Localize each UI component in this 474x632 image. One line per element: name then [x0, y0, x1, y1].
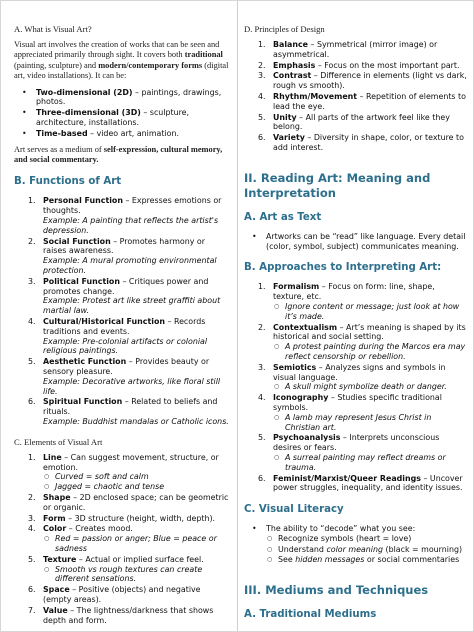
functions-title: B. Functions of Art — [14, 176, 122, 188]
item-number: 7. — [28, 605, 36, 615]
list-item — [244, 282, 467, 321]
sub-text: or social commentaries — [364, 555, 460, 565]
list-item — [14, 555, 230, 584]
term-desc: – sculpture, architecture, installations. — [36, 108, 190, 128]
term-desc: – 3D structure (height, width, depth). — [65, 513, 216, 523]
sub-item — [266, 545, 467, 555]
list-item — [244, 92, 467, 112]
list-item — [244, 474, 467, 494]
sub-list — [273, 413, 467, 433]
sub-item — [266, 534, 467, 544]
item-number: 1. — [28, 196, 36, 206]
term-desc: – Promotes harmony or raises awareness. — [43, 236, 205, 256]
sub-list — [273, 342, 467, 362]
intro-bold: modern/contemporary forms — [98, 60, 203, 70]
list-item — [14, 397, 230, 426]
sub-list — [273, 302, 467, 322]
list-item — [244, 71, 467, 91]
term-desc: – Focus on the most important part. — [315, 60, 460, 70]
example-text: Example: Protest art like street graffiti about martial law. — [43, 296, 221, 316]
item-number: 3. — [258, 71, 266, 81]
list-item — [14, 585, 230, 605]
term: Three-dimensional (3D) — [36, 108, 141, 118]
list-item — [14, 237, 230, 276]
item-number: 1. — [258, 40, 266, 49]
term: Contrast — [273, 71, 312, 81]
intro-text: (digital art, video installations). It can be: — [14, 60, 229, 81]
list-item — [14, 606, 230, 626]
term-desc: – Symmetrical (mirror image) or asymmetrical. — [273, 40, 438, 59]
elements-list — [14, 453, 230, 626]
item-number: 4. — [258, 393, 266, 403]
item-number: 2. — [258, 322, 266, 332]
list-item — [14, 277, 230, 316]
term: Rhythm/Movement — [273, 91, 358, 101]
item-number: 5. — [28, 357, 36, 367]
term: Form — [43, 513, 66, 523]
term: Space — [43, 585, 70, 595]
term-desc: – Can suggest movement, structure, or emotion. — [43, 452, 219, 472]
term: Feminist/Marxist/Queer Readings — [273, 473, 421, 483]
item-number: 3. — [28, 513, 36, 523]
list-item — [244, 433, 467, 472]
list-item — [244, 393, 467, 432]
sub-list — [43, 565, 230, 585]
item-number: 3. — [258, 362, 266, 372]
term: Balance — [273, 40, 309, 49]
sub-item: ○ Ignore content or message; just look at how it’s made. — [273, 302, 467, 322]
list-item — [244, 40, 467, 60]
item-number: 4. — [258, 91, 266, 101]
left-column — [1, 1, 238, 631]
term-desc: – paintings, drawings, photos. — [36, 87, 222, 107]
functions-list — [14, 196, 230, 426]
sub-item: ○ A lamb may represent Jesus Christ in Christian art. — [273, 413, 467, 433]
list-item — [14, 108, 230, 128]
item-number: 6. — [28, 397, 36, 407]
term-desc: – video art, animation. — [87, 128, 179, 138]
heading-what-is-visual-art: A. What is Visual Art? — [14, 24, 92, 34]
visual-literacy-title: C. Visual Literacy — [244, 504, 344, 516]
sub-list — [266, 534, 467, 565]
item-number: 4. — [28, 524, 36, 534]
term: Shape — [43, 492, 71, 502]
term-desc: – The lightness/darkness that shows depth and form. — [43, 605, 214, 625]
approaches-list — [244, 282, 467, 493]
item-number: 2. — [258, 60, 266, 70]
reading-art-title: II. Reading Art: Meaning and Interpretation — [244, 170, 431, 200]
item-number: 2. — [28, 492, 36, 502]
example-text: Example: A mural promoting environmental protection. — [43, 256, 217, 275]
term: Psychoanalysis — [273, 433, 341, 443]
term-desc: – Creates mood. — [66, 524, 133, 534]
term-desc: – Diversity in shape, color, or texture to add interest. — [273, 133, 464, 152]
term-desc: – Positive (objects) and negative (empty areas). — [43, 585, 201, 604]
traditional-mediums-title: A. Traditional Mediums — [244, 609, 377, 621]
list-item — [244, 113, 467, 133]
term-desc: – Critiques power and promotes change. — [43, 276, 209, 296]
list-item — [14, 88, 230, 108]
sub-italic: color meaning — [326, 544, 383, 554]
term-desc: – Actual or implied surface feel. — [76, 554, 204, 564]
term-desc: – Difference in elements (light vs dark, rough vs smooth). — [273, 71, 467, 91]
item-number: 6. — [28, 585, 36, 595]
medium-text: Art serves as a medium of — [14, 144, 104, 154]
list-item — [14, 129, 230, 139]
term-desc: – Analyzes signs and symbols in visual language. — [273, 362, 446, 382]
list-item — [14, 317, 230, 356]
term: Value — [43, 605, 68, 615]
mediums-title: III. Mediums and Techniques — [244, 583, 429, 598]
sub-text: Recognize symbols (heart = love) — [278, 533, 412, 543]
term-desc: – Uncover power struggles, inequality, and identity issues. — [273, 473, 463, 493]
term-desc: – Art’s meaning is shaped by its historical and social setting. — [273, 322, 466, 342]
principles-list — [244, 40, 467, 153]
list-item — [14, 357, 230, 396]
term: Time-based — [36, 128, 88, 138]
term: Cultural/Historical Function — [43, 316, 165, 326]
term: Iconography — [273, 393, 329, 403]
intro-text: Visual art involves the creation of works that can be seen and appreciated primarily through sight. It covers both — [14, 40, 220, 60]
intro-text: (painting, sculpture) and — [14, 60, 99, 70]
intro-paragraph — [14, 40, 230, 82]
sub-text: See — [278, 555, 296, 565]
item-number: 1. — [258, 282, 266, 292]
term: Personal Function — [43, 196, 123, 206]
item-number: 4. — [28, 316, 36, 326]
term-desc: – Studies specific traditional symbols. — [273, 393, 442, 412]
list-item — [244, 133, 467, 153]
sub-text: Understand — [278, 544, 327, 554]
sub-item: ○ A protest painting during the Marcos era may reflect censorship or rebellion. — [273, 342, 467, 362]
sub-item: ○ Jagged = chaotic and tense — [43, 482, 230, 492]
sub-item: ○ Smooth vs rough textures can create different sensations. — [43, 565, 230, 585]
example-text: Example: Buddhist mandalas or Catholic icons. — [43, 416, 229, 426]
term: Color — [43, 524, 67, 534]
medium-bold: self-expression, cultural memory, and social commentary. — [14, 144, 223, 165]
term: Contextualism — [273, 322, 338, 332]
art-as-text-list — [244, 232, 467, 252]
visual-literacy-intro: The ability to “decode” what you see: — [266, 524, 416, 534]
list-item — [244, 524, 467, 565]
term: Social Function — [43, 236, 111, 246]
item-number: 5. — [258, 112, 266, 122]
term: Unity — [273, 112, 297, 122]
list-item — [244, 323, 467, 362]
term-desc: – Repetition of elements to lead the eye. — [273, 91, 466, 111]
list-item — [14, 514, 230, 524]
term: Variety — [273, 133, 305, 143]
term: Line — [43, 452, 62, 462]
sub-item: ○ Red = passion or anger; Blue = peace or sadness — [43, 534, 230, 554]
intro-bold: traditional — [184, 50, 223, 60]
term-desc: – 2D enclosed space; can be geometric or organic. — [43, 492, 229, 512]
list-item: • Artworks can be “read” like language. Every detail (color, symbol, subject) communicates meaning. — [244, 232, 467, 252]
sub-list — [273, 382, 467, 392]
term: Spiritual Function — [43, 397, 123, 407]
example-text: Example: A painting that reflects the artist's depression. — [43, 216, 219, 235]
principles-heading: D. Principles of Design — [244, 24, 325, 34]
list-item — [14, 453, 230, 492]
sub-list — [43, 534, 230, 554]
term-desc: – Related to beliefs and rituals. — [43, 397, 218, 417]
art-as-text-title: A. Art as Text — [244, 211, 322, 223]
sub-list — [43, 472, 230, 492]
list-item — [244, 363, 467, 392]
term-desc: – Focus on form: line, shape, texture, etc. — [273, 282, 435, 302]
item-number: 5. — [28, 554, 36, 564]
item-number: 6. — [258, 473, 266, 483]
sub-italic: hidden messages — [295, 555, 365, 565]
list-item — [14, 493, 230, 513]
term-desc: – Records traditions and events. — [43, 316, 206, 336]
sub-item: ○ A surreal painting may reflect dreams or trauma. — [273, 453, 467, 473]
item-number: 6. — [258, 133, 266, 143]
item-number: 3. — [28, 276, 36, 286]
sub-item: ○ Curved = soft and calm — [43, 472, 230, 482]
right-column — [238, 1, 474, 631]
elements-heading: C. Elements of Visual Art — [14, 436, 103, 447]
term-desc: – Expresses emotions or thoughts. — [43, 196, 222, 216]
term: Political Function — [43, 276, 120, 286]
item-number: 2. — [28, 236, 36, 246]
sub-text: (black = mourning) — [382, 544, 463, 554]
sub-item: ○ A skull might symbolize death or danger. — [273, 382, 467, 392]
example-text: Example: Pre-colonial artifacts or colonial religious paintings. — [43, 336, 208, 356]
term: Two-dimensional (2D) — [36, 87, 133, 97]
visual-literacy-list — [244, 524, 467, 565]
term: Formalism — [273, 282, 320, 292]
approaches-title: B. Approaches to Interpreting Art: — [244, 262, 442, 274]
term-desc: – Interprets unconscious desires or fears. — [273, 433, 440, 453]
sub-list — [273, 453, 467, 473]
medium-paragraph — [14, 145, 230, 166]
term: Emphasis — [273, 60, 316, 70]
term: Semiotics — [273, 362, 317, 372]
term: Texture — [43, 554, 77, 564]
list-item — [244, 61, 467, 71]
example-text: Example: Decorative artworks, like floral still life. — [43, 376, 221, 396]
art-types-list — [14, 88, 230, 139]
list-item — [14, 196, 230, 235]
item-number: 5. — [258, 433, 266, 443]
term-desc: – Provides beauty or sensory pleasure. — [43, 357, 210, 376]
list-item — [14, 524, 230, 553]
sub-item — [266, 555, 467, 565]
item-number: 1. — [28, 452, 36, 462]
term-desc: – All parts of the artwork feel like they belong. — [273, 112, 450, 132]
term: Aesthetic Function — [43, 357, 127, 367]
